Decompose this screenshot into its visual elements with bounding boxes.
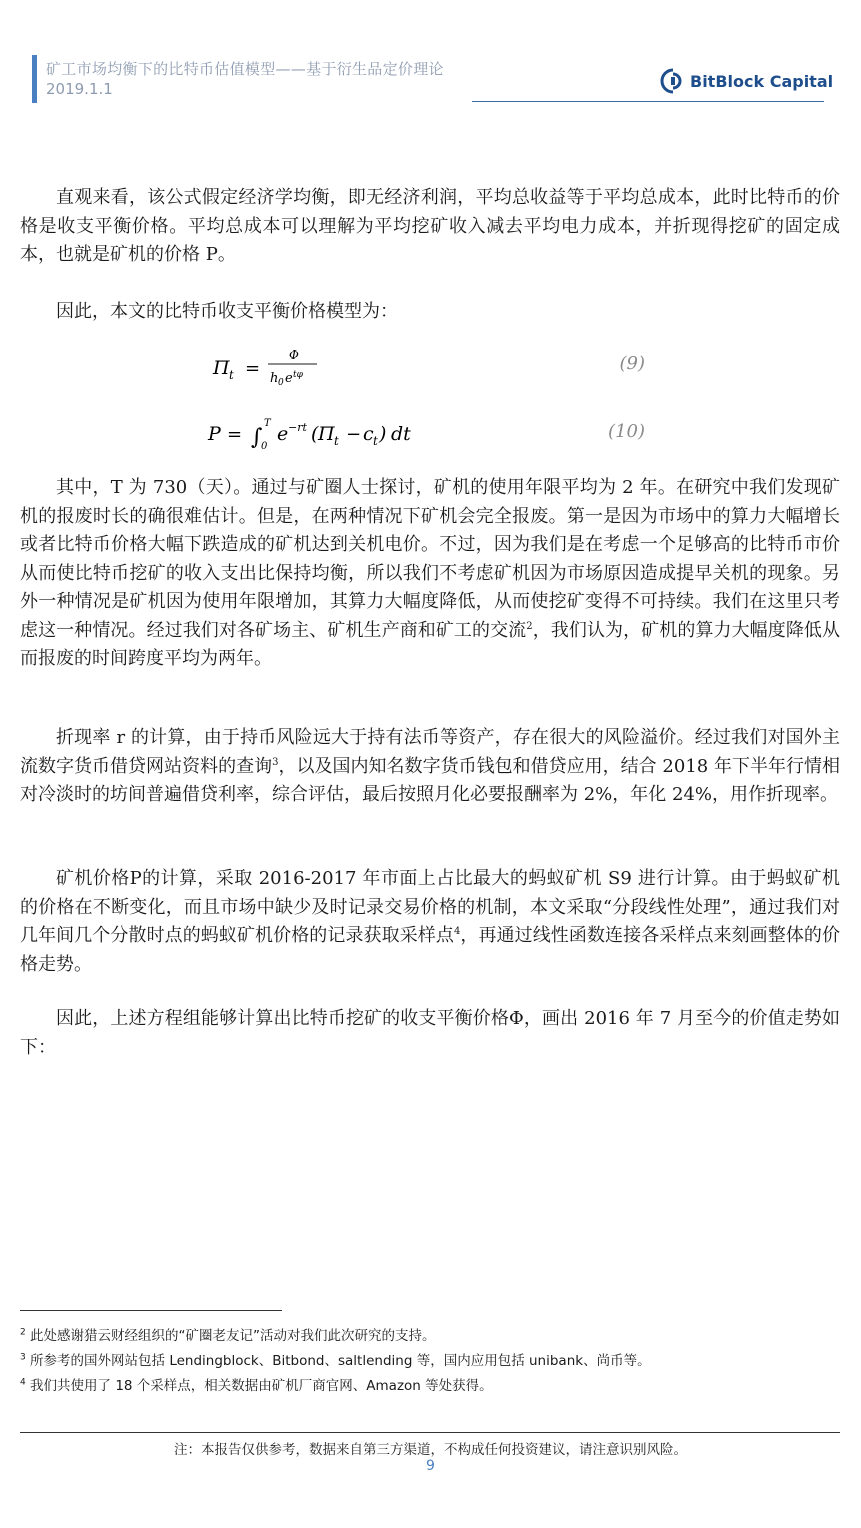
footnote-num: 2 (20, 1327, 26, 1338)
paragraph-text-part: ，以及国内知名数字货币钱包和借贷应用，结合 2018 年下半年行情相对冷淡时的坊间普遍借贷利率，综合评估，最后按照月化必要报酬率为 2%，年化 24%，用作折现率。 (20, 755, 841, 805)
paragraph-text (20, 865, 840, 979)
paragraph-5 (20, 865, 840, 979)
equation-9-formula (205, 345, 335, 389)
equation-10-label: (10) (608, 421, 645, 442)
footnote-ref-2: 2 (526, 620, 533, 632)
svg-text:): ) (379, 423, 387, 445)
svg-text:h: h (270, 371, 279, 386)
svg-text:Π: Π (213, 357, 230, 379)
paragraph-text: 因此，上述方程组能够计算出比特币挖矿的收支平衡价格Φ，画出 2016 年 7 月至今的价值走势如下： (20, 1008, 840, 1058)
brand-logo (660, 68, 833, 94)
svg-text:−rt: −rt (288, 421, 307, 434)
footnote-3 (20, 1349, 651, 1369)
equation-10-formula (205, 413, 445, 457)
footnote-text: 我们共使用了 18 个采样点，相关数据由矿机厂商官网、Amazon 等处获得。 (30, 1378, 493, 1394)
paragraph-text: 因此，本文的比特币收支平衡价格模型为： (56, 301, 398, 322)
paragraph-text-part: 矿机价格P的计算，采取 2016-2017 年市面上占比最大的蚂蚁矿机 S9 进行计算。由于蚂蚁矿机的价格在不断变化，而且市场中缺少及时记录交易价格的机制，本文采取“分段线性处理”，通过我们对几年间几个分散时点的蚂蚁矿机价格的记录获取采样点 (20, 868, 840, 946)
svg-text:c: c (363, 423, 374, 445)
header-accent-bar (32, 55, 37, 103)
svg-text:(: ( (311, 423, 319, 445)
svg-text:=: = (245, 358, 261, 379)
svg-text:t: t (373, 434, 378, 448)
svg-text:Φ: Φ (289, 348, 299, 362)
paragraph-text: 直观来看，该公式假定经济学均衡，即无经济利润，平均总收益等于平均总成本，此时比特币的价格是收支平衡价格。平均总成本可以理解为平均挖矿收入减去平均电力成本，并折现得挖矿的固定成本，也就是矿机的价格 P。 (20, 187, 840, 265)
svg-text:T: T (264, 418, 271, 429)
svg-text:∫: ∫ (251, 425, 263, 450)
svg-text:t: t (229, 368, 234, 382)
paragraph-1 (20, 184, 840, 270)
footnote-num: 3 (20, 1352, 26, 1363)
paragraph-text (20, 724, 840, 810)
paragraph-text (20, 474, 840, 674)
footnote-ref-4: 4 (453, 926, 461, 937)
footnote-text: 所参考的国外网站包括 Lendingblock、Bitbond、saltlending 等，国内应用包括 unibank、尚币等。 (30, 1353, 651, 1369)
svg-text:e: e (285, 371, 293, 386)
paragraph-2 (20, 298, 840, 327)
equation-10 (205, 413, 665, 453)
paragraph-text-part: 折现率 r 的计算，由于持币风险远大于持有法币等资产，存在很大的风险溢价。经过我们对国外主流数字货币借贷网站资料的查询 (20, 727, 840, 777)
equation-9 (205, 345, 665, 388)
paragraph-text-part: 其中，T 为 730（天）。通过与矿圈人士探讨，矿机的使用年限平均为 2 年。在研究中我们发现矿机的报废时长的确很难估计。但是，在两种情况下矿机会完全报废。第一是因为市场中的算力大幅增长或者比特币价格大幅下跌造成的矿机达到关机电价。不过，因为我们是在考虑一个足够高的比特币市价从而使比特币挖矿的收入支出比保持均衡，所以我们不考虑矿机因为市场原因造成提早关机的现象。另外一种情况是矿机因为使用年限增加，其算力大幅度降低，从而使挖矿变得不可持续。我们在这里只考虑这一种情况。经过我们对各矿场主、矿机生产商和矿工的交流 (20, 477, 840, 641)
svg-text:0: 0 (261, 441, 268, 452)
footnote-2 (20, 1324, 436, 1344)
footnote-text: 此处感谢猎云财经组织的“矿圈老友记”活动对我们此次研究的支持。 (30, 1328, 436, 1344)
svg-text:e: e (277, 423, 289, 445)
paragraph-6 (20, 1005, 840, 1062)
svg-text:P: P (208, 423, 221, 445)
svg-text:Π: Π (318, 423, 335, 445)
paragraph-text-part: ，我们认为，矿机的算力大幅度降低从而报废的时间跨度平均为两年。 (20, 619, 841, 669)
svg-text:dt: dt (391, 423, 411, 445)
svg-text:tφ: tφ (293, 370, 303, 380)
svg-text:0: 0 (278, 378, 284, 388)
footer-rule (20, 1432, 840, 1433)
paragraph-3 (20, 474, 840, 674)
report-title: 矿工市场均衡下的比特币估值模型——基于衍生品定价理论 (46, 60, 444, 78)
svg-text:=: = (227, 424, 243, 445)
footnote-4 (20, 1374, 493, 1394)
disclaimer-note: 注：本报告仅供参考，数据来自第三方渠道，不构成任何投资建议，请注意识别风险。 (174, 1442, 687, 1458)
footnote-num: 4 (20, 1377, 26, 1388)
logo-text: BitBlock Capital (690, 71, 834, 91)
bitblock-logo-icon (660, 68, 686, 94)
equation-9-label: (9) (619, 353, 645, 374)
header-rule (472, 101, 824, 102)
footnote-ref-3: 3 (272, 756, 279, 768)
report-date: 2019.1.1 (46, 80, 113, 98)
page-number: 9 (426, 1458, 435, 1474)
svg-text:−: − (346, 424, 362, 445)
footnote-rule (20, 1310, 282, 1311)
paragraph-text-part: ，再通过线性函数连接各采样点来刻画整体的价格走势。 (20, 925, 841, 975)
svg-text:t: t (334, 434, 339, 448)
paragraph-4 (20, 724, 840, 810)
